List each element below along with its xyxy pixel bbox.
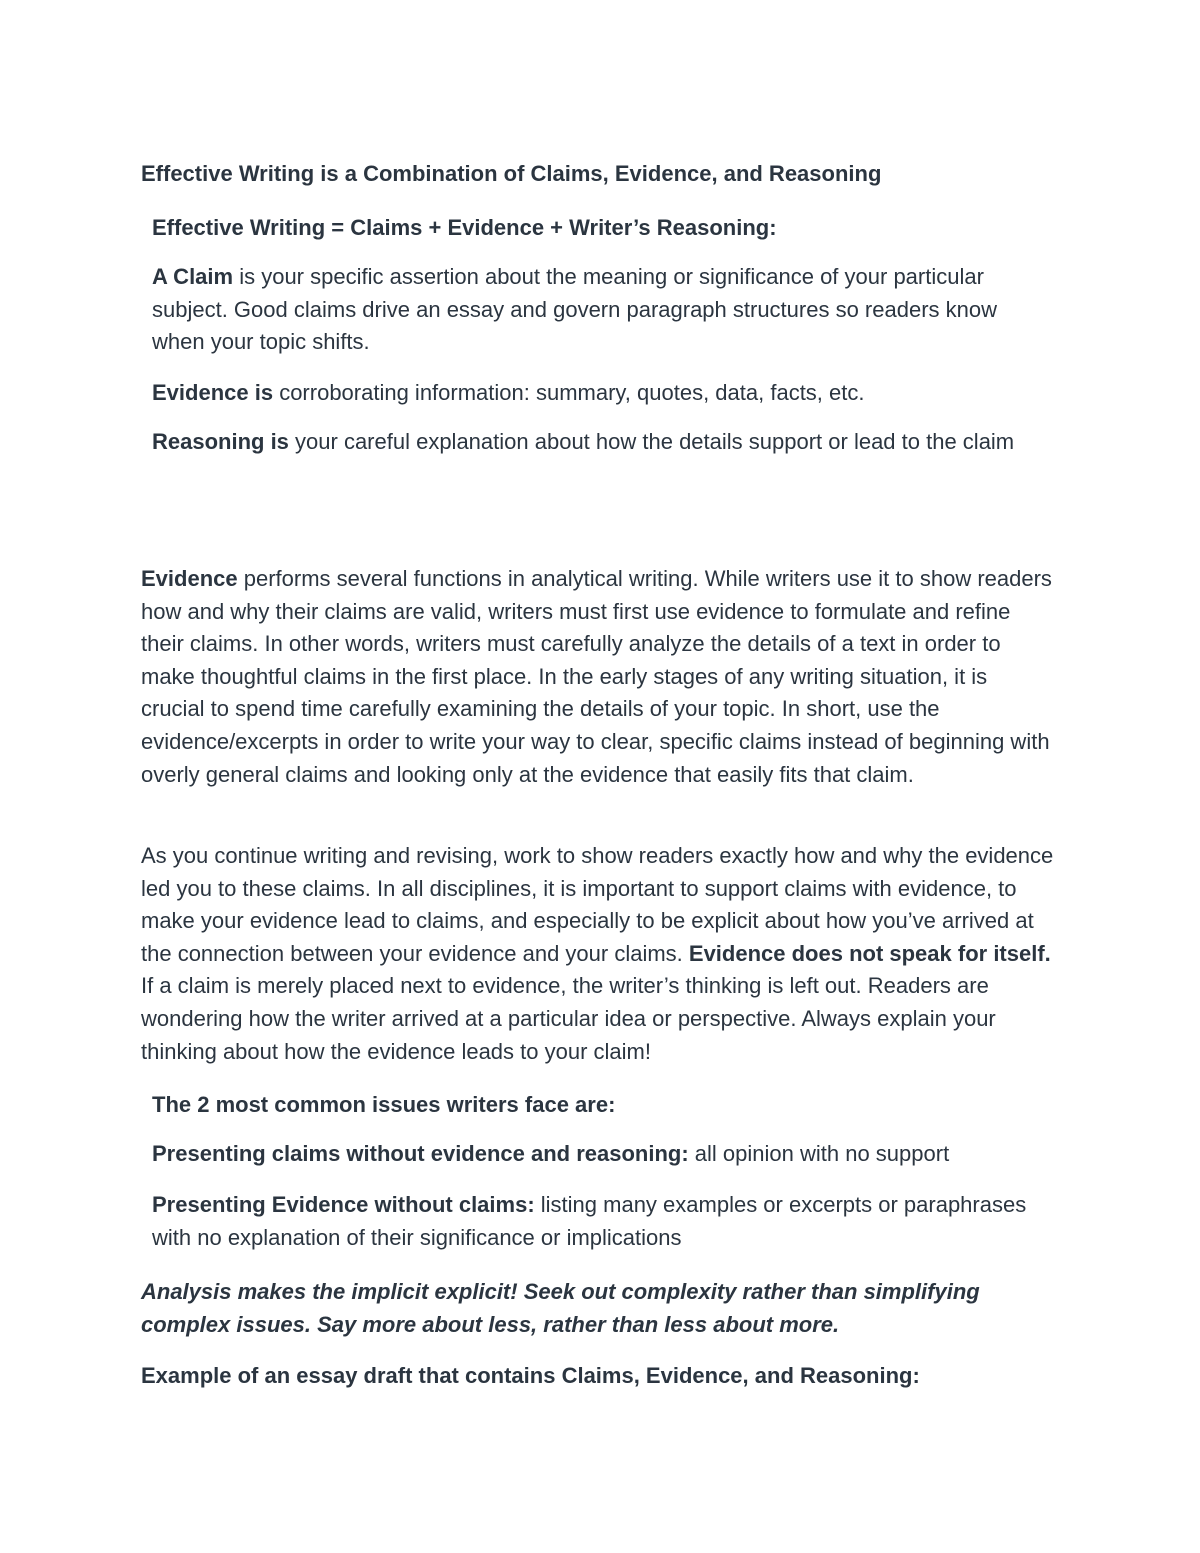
issue-2-text: listing many examples or excerpts or paraphrases with no explanation of their significance or implications (152, 1192, 1027, 1250)
formula-text: Effective Writing = Claims + Evidence + Writer’s Reasoning: (152, 215, 777, 240)
claim-definition (152, 261, 1042, 359)
document-title: Effective Writing is a Combination of Claims, Evidence, and Reasoning (141, 161, 882, 186)
evidence-paragraph (141, 563, 1056, 791)
claim-term: A Claim (152, 264, 234, 289)
revising-paragraph-text-2: If a claim is merely placed next to evidence, the writer’s thinking is left out. Readers are wondering how the writer arrived at a particular idea or perspective. Always explain your thinking about how the evidence leads to your claim! (141, 973, 996, 1064)
revising-paragraph (141, 840, 1056, 1068)
reasoning-term: Reasoning is (152, 429, 289, 454)
revising-paragraph-emphasis: Evidence does not speak for itself. (688, 940, 1051, 966)
issues-heading-text: The 2 most common issues writers face are: (152, 1092, 616, 1117)
evidence-paragraph-term: Evidence (141, 566, 238, 591)
claim-text: is your specific assertion about the meaning or significance of your particular subject. Good claims drive an essay and govern paragraph structures so readers know when your topic shifts. (152, 264, 997, 355)
evidence-definition (152, 377, 1042, 410)
issue-item-2 (152, 1189, 1042, 1254)
reasoning-text: your careful explanation about how the details support or lead to the claim (288, 429, 1015, 454)
issue-1-term: Presenting claims without evidence and reasoning: (152, 1141, 689, 1166)
analysis-callout (141, 1276, 1056, 1341)
example-heading-text: Example of an essay draft that contains Claims, Evidence, and Reasoning: (141, 1363, 920, 1388)
issue-2-term: Presenting Evidence without claims: (152, 1192, 535, 1217)
evidence-paragraph-text: performs several functions in analytical writing. While writers use it to show readers how and why their claims are valid, writers must first use evidence to formulate and refine their claims. In other words, writers must carefully analyze the details of a text in order to make thoughtful claims in the first place. In the early stages of any writing situation, it is crucial to spend time carefully examining the details of your topic. In short, use the evidence/excerpts in order to write your way to clear, specific claims instead of beginning with overly general claims and looking only at the evidence that easily fits that claim. (141, 566, 1052, 787)
issue-1-text: all opinion with no support (688, 1141, 950, 1166)
reasoning-definition (152, 426, 1042, 459)
example-heading (141, 1360, 1141, 1393)
evidence-term: Evidence is (152, 380, 274, 405)
analysis-text: Analysis makes the implicit explicit! Seek out complexity rather than simplifying complex issues. Say more about less, rather than less about more. (141, 1279, 980, 1337)
issues-heading (152, 1089, 1042, 1122)
evidence-text: corroborating information: summary, quotes, data, facts, etc. (273, 380, 865, 405)
issue-item-1 (152, 1138, 1042, 1171)
formula-heading (152, 212, 1042, 245)
revising-paragraph-text-1: As you continue writing and revising, work to show readers exactly how and why the evidence led you to these claims. In all disciplines, it is important to support claims with evidence, to make your evidence lead to claims, and especially to be explicit about how you’ve arrived at the connection between your evidence and your claims. (141, 843, 1054, 966)
